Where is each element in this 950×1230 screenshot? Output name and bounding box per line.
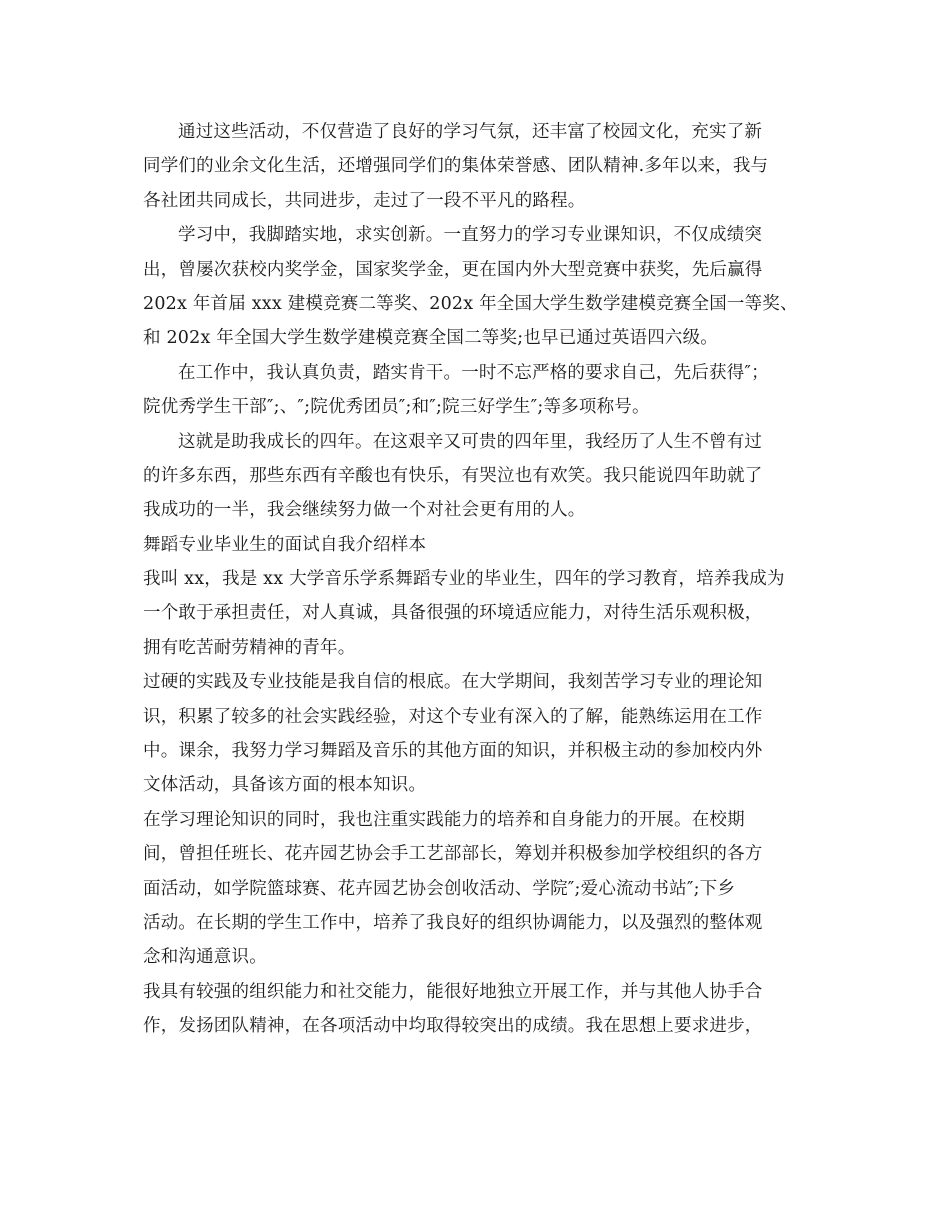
text-line: 文体活动，具备该方面的根本知识。 xyxy=(143,775,427,796)
text-line: 识，积累了较多的社会实践经验，对这个专业有深入的了解，能熟练运用在工作 xyxy=(143,706,763,727)
text-line: 院优秀学生干部″;、″;院优秀团员″;和″;院三好学生″;等多项称号。 xyxy=(143,397,650,418)
text-line: 在工作中，我认真负责，踏实肯干。一时不忘严格的要求自己，先后获得″； xyxy=(178,362,769,383)
text-line: 念和沟通意识。 xyxy=(143,947,267,968)
text-line: 一个敢于承担责任，对人真诚，具备很强的环境适应能力，对待生活乐观积极， xyxy=(143,603,763,624)
text-line: 的许多东西，那些东西有辛酸也有快乐，有哭泣也有欢笑。我只能说四年助就了 xyxy=(143,465,763,486)
text-line: 202x 年首届 xxx 建模竞赛二等奖、202x 年全国大学生数学建模竞赛全国一等奖、 xyxy=(143,293,798,314)
text-line: 通过这些活动，不仅营造了良好的学习气氛，还丰富了校园文化，充实了新 xyxy=(178,122,763,142)
text-line: 间，曾担任班长、花卉园艺协会手工艺部部长，筹划并积极参加学校组织的各方 xyxy=(143,844,763,865)
text-line: 我具有较强的组织能力和社交能力，能很好地独立开展工作，并与其他人协手合 xyxy=(143,981,763,1002)
text-line: 各社团共同成长，共同进步，走过了一段不平凡的路程。 xyxy=(143,190,586,211)
text-line: 我叫 xx，我是 xx 大学音乐学系舞蹈专业的毕业生，四年的学习教育，培养我成为 xyxy=(143,569,785,590)
document-body xyxy=(143,115,811,1044)
text-line: 拥有吃苦耐劳精神的青年。 xyxy=(143,637,356,658)
text-line: 同学们的业余文化生活，还增强同学们的集体荣誉感、团队精神.多年以来，我与 xyxy=(143,156,769,177)
text-line: 活动。在长期的学生工作中，培养了我良好的组织协调能力，以及强烈的整体观 xyxy=(143,912,763,933)
section-heading: 舞蹈专业毕业生的面试自我介绍样本 xyxy=(143,534,427,555)
text-line: 这就是助我成长的四年。在这艰辛又可贵的四年里，我经历了人生不曾有过 xyxy=(178,431,763,452)
text-line: 学习中，我脚踏实地，求实创新。一直努力的学习专业课知识，不仅成绩突 xyxy=(178,225,763,246)
text-line: 我成功的一半，我会继续努力做一个对社会更有用的人。 xyxy=(143,500,586,521)
text-line: 和 202x 年全国大学生数学建模竞赛全国二等奖;也早已通过英语四六级。 xyxy=(143,328,718,349)
text-line: 中。课余，我努力学习舞蹈及音乐的其他方面的知识，并积极主动的参加校内外 xyxy=(143,741,763,762)
text-line: 过硬的实践及专业技能是我自信的根底。在大学期间，我刻苦学习专业的理论知 xyxy=(143,672,763,693)
text-line: 作，发扬团队精神，在各项活动中均取得较突出的成绩。我在思想上要求进步， xyxy=(143,1016,763,1037)
text-line: 出，曾屡次获校内奖学金，国家奖学金，更在国内外大型竞赛中获奖，先后赢得 xyxy=(143,259,763,280)
text-line: 面活动，如学院篮球赛、花卉园艺协会创收活动、学院″;爱心流动书站″;下乡 xyxy=(143,878,736,899)
text-line: 在学习理论知识的同时，我也注重实践能力的培养和自身能力的开展。在校期 xyxy=(143,809,745,830)
